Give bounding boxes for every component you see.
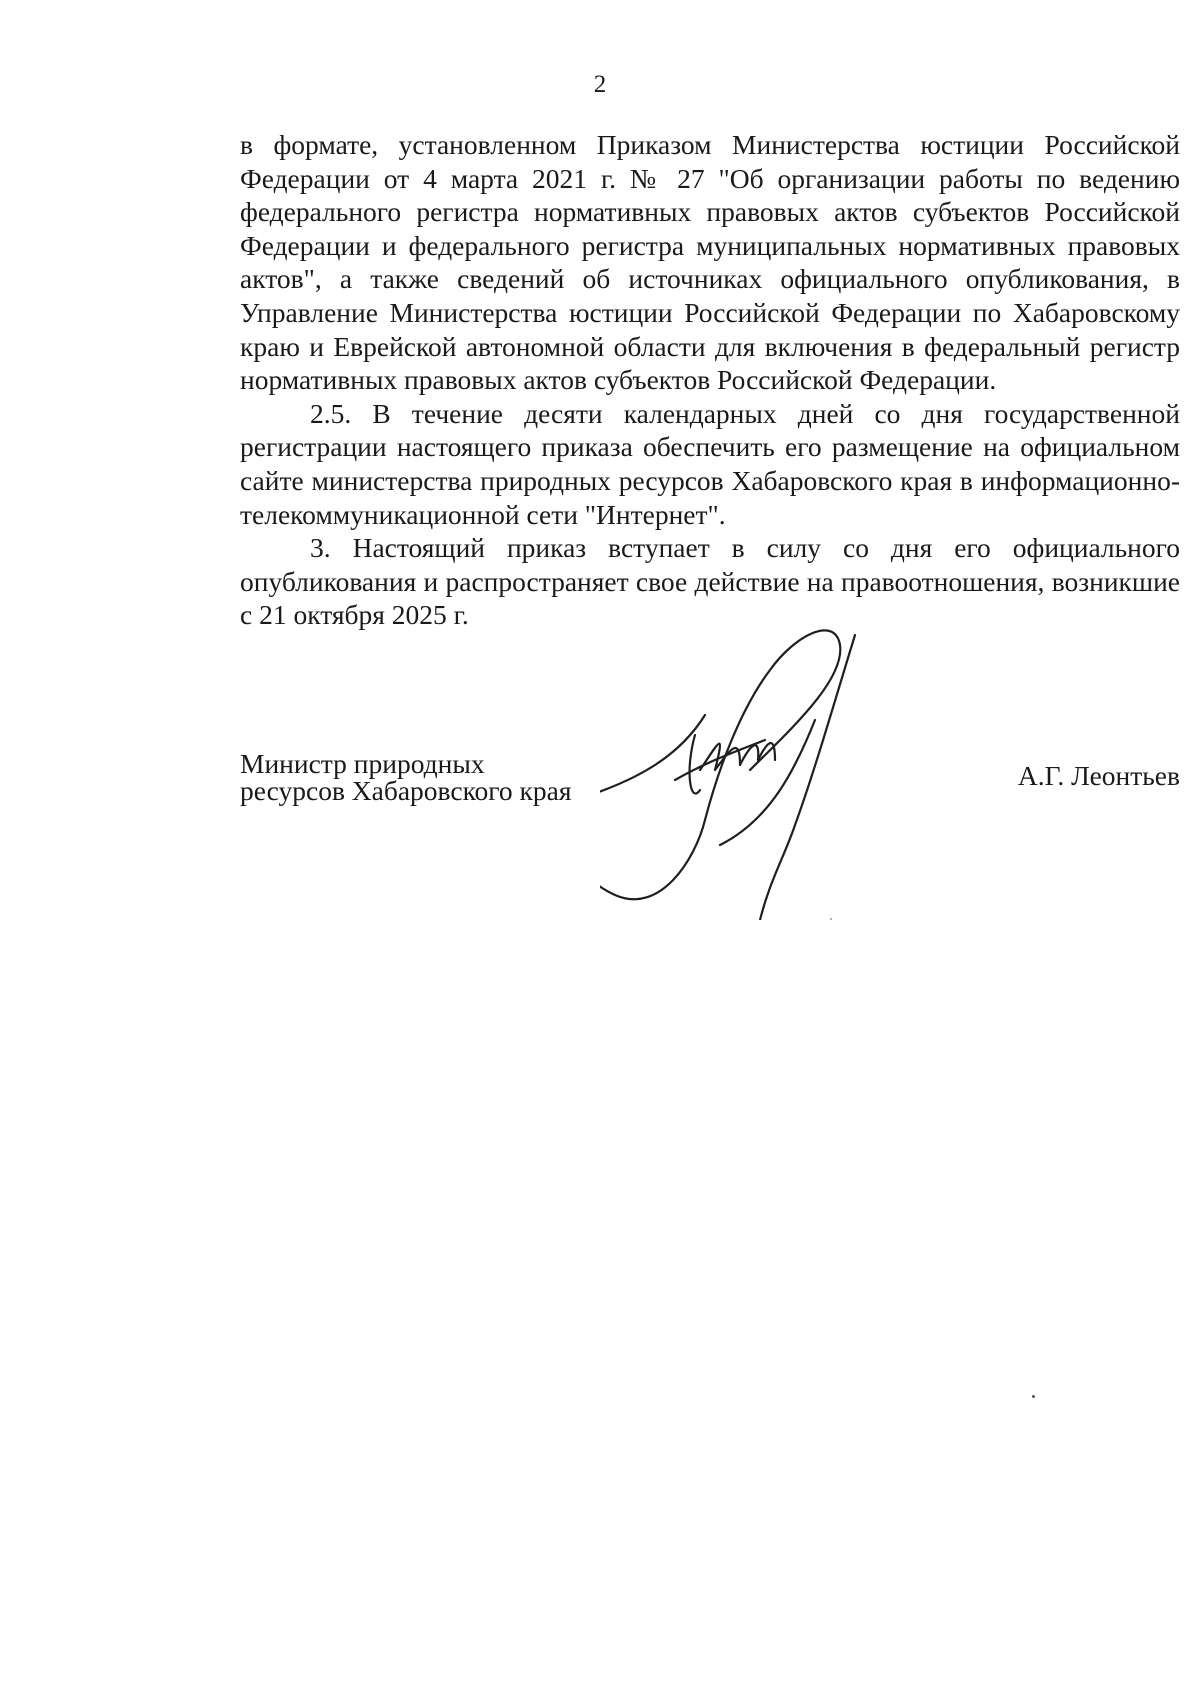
scan-artifact-dot [1032, 1395, 1035, 1398]
paragraph-2-5: 2.5. В течение десяти календарных дней со дня государственной регистрации настоящего приказа обеспечить его размещение на официальном сайте министерства природных ресурсов Хабаровского края в информационно-телекоммуникационной сети "Интернет". [240, 397, 1180, 530]
paragraph-continuation: в формате, установленном Приказом Министерства юстиции Российской Федерации от 4 марта 2021 г. № 27 "Об организации работы по ведению федерального регистра нормативных правовых актов субъектов Российской Федерации и федерального регистра муниципальных нормативных правовых актов", а также сведений об источниках официального опубликования, в Управление Министерства юстиции Российской Федерации по Хабаровскому краю и Еврейской автономной области для включения в федеральный регистр нормативных правовых актов субъектов Российской Федерации. [240, 129, 1180, 396]
signer-title-line-2: ресурсов Хабаровского края [240, 775, 572, 806]
signer-title [240, 750, 572, 804]
paragraph-3: 3. Настоящий приказ вступает в силу со дня его официального опубликования и распространяет свое действие на правоотношения, возникшие с 21 октября 2025 г. [240, 532, 1180, 631]
signer-name: А.Г. Леонтьев [1017, 760, 1180, 791]
page-number: 2 [593, 71, 607, 98]
scan-artifact-dot [830, 918, 832, 920]
document-body [240, 128, 1180, 632]
signature-block [240, 750, 1180, 910]
signer-title-line-1: Министр природных [240, 748, 485, 779]
